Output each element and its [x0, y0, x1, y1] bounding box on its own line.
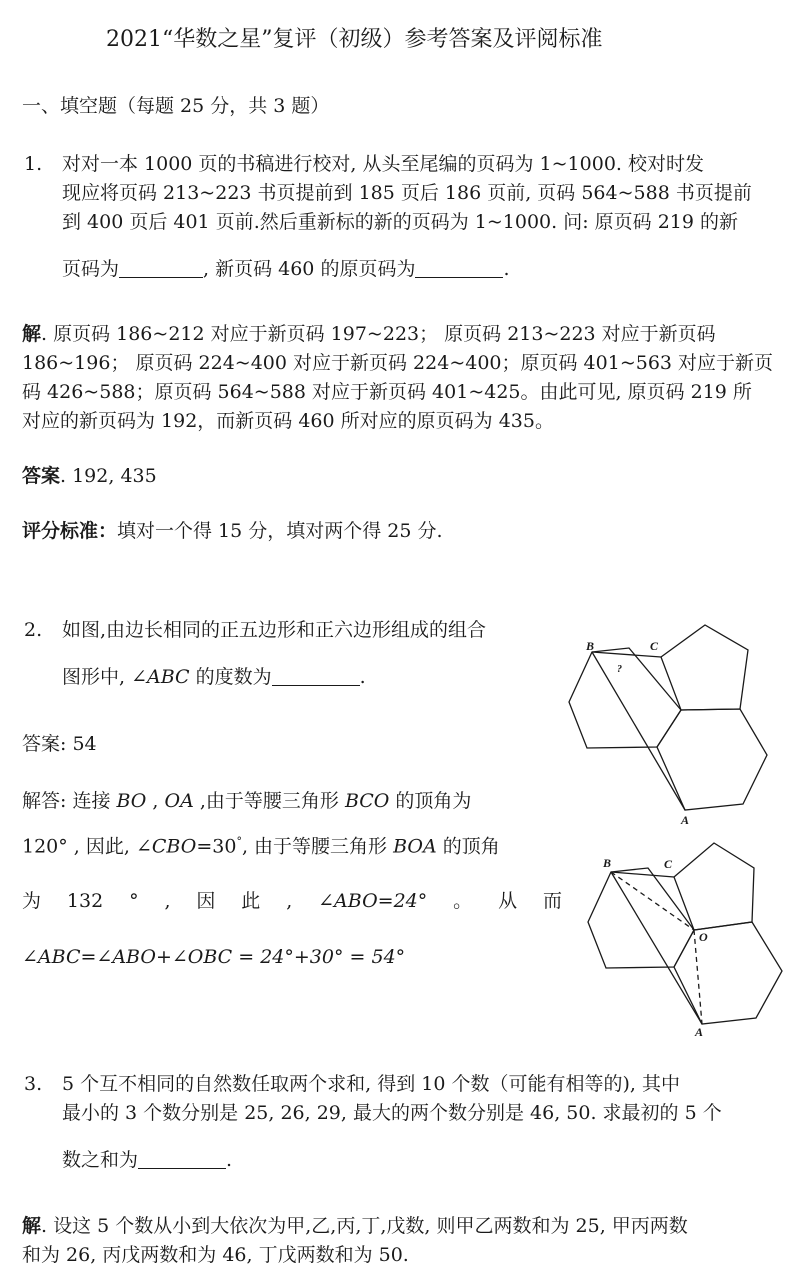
text-fragment: =30 [196, 835, 237, 858]
angle-equation: ∠ABC=∠ABO+∠OBC = 24°+30° = 54° [22, 946, 406, 968]
text-fragment: . 设这 5 个数从小到大依次为甲,乙,丙,丁,戊数, 则甲乙两数和为 25, 甲丙两数 [41, 1215, 688, 1237]
solution-text: 码 426~588；原页码 564~588 对应于新页码 401~425。由此可见, 原页码 219 所 [22, 381, 752, 403]
solution-text [22, 836, 500, 856]
question-text [62, 1150, 232, 1170]
label-o: O [699, 930, 708, 944]
question-text: 如图,由边长相同的正五边形和正六边形组成的组合 [62, 619, 487, 641]
solution-text: 186~196； 原页码 224~400 对应于新页码 224~400；原页码 401~563 对应于新页 [22, 352, 774, 374]
label-a: A [695, 1025, 704, 1039]
question-number: 2. [24, 619, 43, 641]
solution-text [22, 1217, 688, 1236]
segment-ba [592, 652, 685, 810]
triangle-label: BCO [344, 790, 390, 812]
answer-value: . 192, 435 [60, 465, 157, 487]
solution-label: 解 [22, 1215, 42, 1237]
solution-text: 对应的新页码为 192，而新页码 460 所对应的原页码为 435。 [22, 410, 554, 432]
solution-text: 和为 26, 丙戊两数和为 46, 丁戊两数和为 50. [22, 1244, 409, 1266]
text-fragment: 此 [241, 890, 261, 912]
text-fragment: . [503, 258, 510, 280]
label-a: A [681, 813, 690, 827]
solution-text [22, 792, 471, 811]
answer-blank [119, 259, 203, 278]
question-text [62, 259, 510, 279]
text-fragment: 120° , 因此, ∠ [22, 835, 152, 858]
text-fragment: 。 [453, 890, 473, 912]
grading-standard [22, 522, 443, 541]
text-fragment: 图形中, ∠ [62, 666, 147, 688]
question-text: 5 个互不相同的自然数任取两个求和, 得到 10 个数（可能有相等的), 其中 [62, 1073, 680, 1095]
question-text: 对对一本 1000 页的书稿进行校对, 从头至尾编的页码为 1~1000. 校对时发 [62, 153, 704, 175]
text-fragment: 而 [542, 890, 562, 912]
text-fragment: 的顶角为 [389, 790, 472, 812]
answer-blank [138, 1150, 226, 1169]
grading-label: 评分标准： [22, 520, 118, 542]
right-hexagon [674, 922, 782, 1024]
label-question: ? [617, 664, 622, 675]
text-fragment: 页码为 [62, 258, 120, 280]
answer-label: 答案 [22, 465, 61, 487]
question-number: 3. [24, 1073, 43, 1095]
label-b: B [603, 856, 612, 870]
question-text: 最小的 3 个数分别是 25, 26, 29, 最大的两个数分别是 46, 50. 求最初的 5 个 [62, 1102, 722, 1124]
text-fragment: 为 [22, 890, 42, 912]
pentagon [661, 625, 748, 710]
angle-label: ABC [147, 666, 190, 688]
pentagon [674, 843, 754, 930]
left-hexagon [588, 868, 694, 968]
answer-blank [415, 259, 503, 278]
solution-label: 解 [22, 323, 42, 345]
question-text: 现应将页码 213~223 书页提前到 185 页后 186 页前, 页码 564~588 书页提前 [62, 182, 752, 204]
solution-text [22, 892, 562, 911]
text-fragment: ,由于等腰三角形 [193, 790, 345, 812]
text-fragment: . [226, 1149, 233, 1171]
label-c: C [664, 857, 673, 871]
text-fragment: , [164, 890, 171, 912]
grading-text: 填对一个得 15 分，填对两个得 25 分. [117, 520, 443, 542]
answer-blank [272, 667, 360, 686]
text-fragment: 的度数为 [189, 666, 272, 688]
figure-2 [586, 840, 806, 1040]
question-text [62, 667, 366, 687]
solution-text [22, 325, 716, 344]
degree-mark: ° [236, 835, 242, 848]
right-hexagon [657, 709, 767, 810]
section-heading: 一、填空题（每题 25 分，共 3 题） [22, 95, 330, 117]
segment-label: BO [116, 790, 147, 812]
text-fragment: 132 [66, 890, 104, 912]
angle-equation: ∠ABO=24° [318, 890, 428, 912]
text-fragment: 因 [196, 890, 216, 912]
triangle-label: BOA [393, 835, 437, 858]
figure-1 [567, 620, 787, 827]
question-number: 1. [24, 153, 43, 175]
text-fragment: 解答: 连接 [22, 790, 117, 812]
text-fragment: ° [129, 890, 139, 912]
text-fragment: 数之和为 [62, 1149, 139, 1171]
text-fragment: 的顶角 [436, 835, 500, 858]
text-fragment: . 原页码 186~212 对应于新页码 197~223； 原页码 213~223 对应于新页码 [41, 323, 716, 345]
segment-ba [611, 872, 702, 1024]
segment-bc [611, 872, 674, 877]
text-fragment: , 由于等腰三角形 [241, 835, 394, 858]
text-fragment: , [286, 890, 293, 912]
answer-2: 答案: 54 [22, 733, 97, 755]
segment-label: OA [164, 790, 194, 812]
text-fragment: 从 [498, 890, 518, 912]
text-fragment: , 新页码 460 的原页码为 [203, 258, 416, 280]
page-title: 2021“华数之星”复评（初级）参考答案及评阅标准 [106, 27, 603, 52]
left-hexagon [569, 648, 681, 748]
text-fragment: , [146, 790, 165, 812]
angle-label: CBO [151, 835, 197, 858]
question-text: 到 400 页后 401 页前.然后重新标的新的页码为 1~1000. 问: 原页码 219 的新 [62, 211, 738, 233]
label-b: B [586, 639, 595, 653]
answer-1 [22, 467, 157, 486]
text-fragment: . [359, 666, 366, 688]
label-c: C [650, 639, 659, 653]
segment-bo [611, 872, 694, 930]
